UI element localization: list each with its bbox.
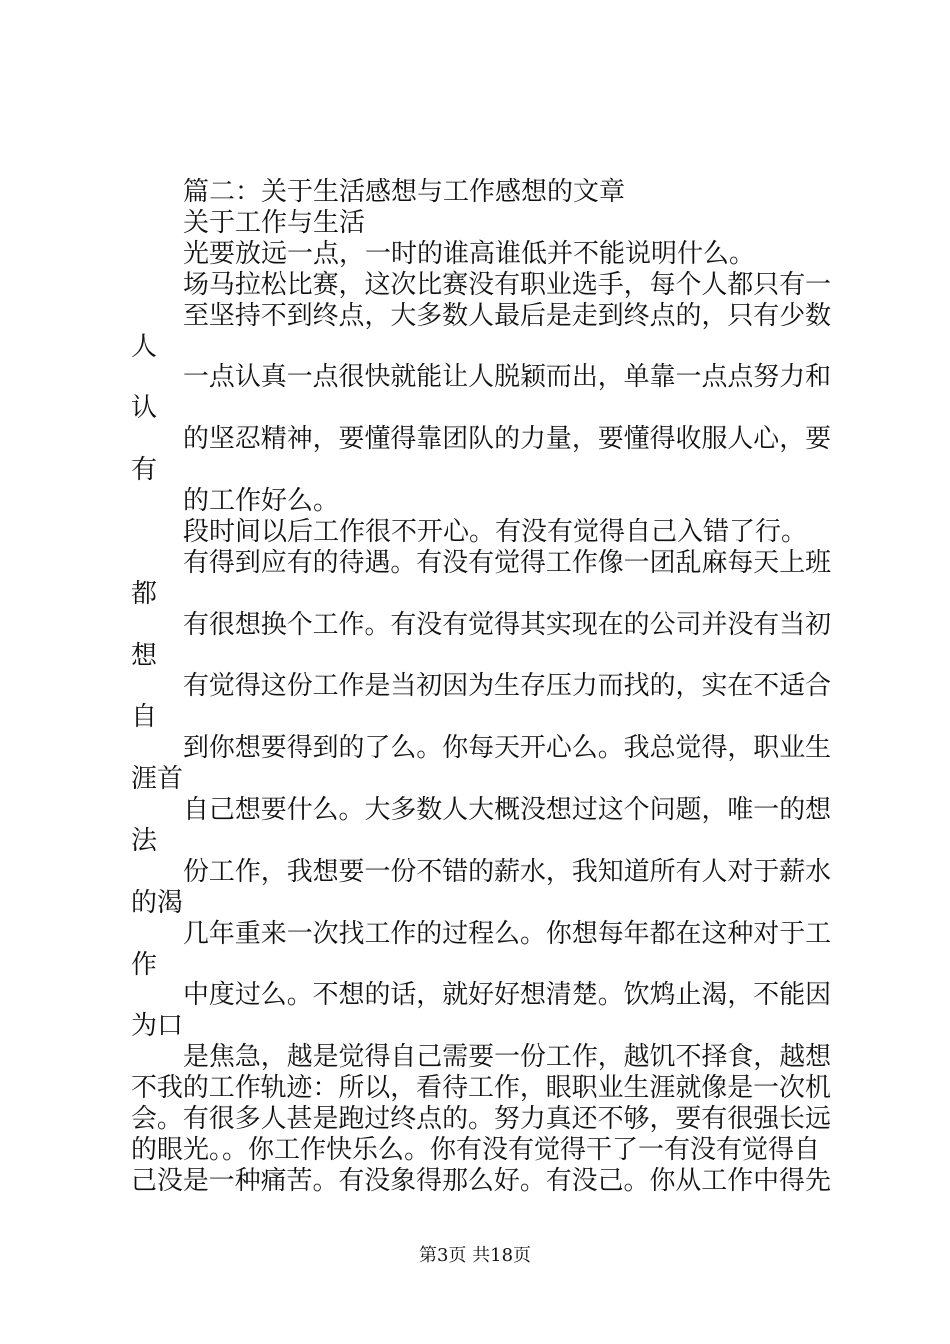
paragraph-line: 有很想换个工作。有没有觉得其实现在的公司并没有当初 <box>183 610 832 640</box>
paragraph-line: 想 <box>131 641 158 671</box>
paragraph-line: 都 <box>131 579 158 609</box>
paragraph-line: 中度过么。不想的话，就好好想清楚。饮鸩止渴，不能因 <box>183 980 832 1010</box>
paragraph-line: 篇二：关于生活感想与工作感想的文章 <box>183 177 626 207</box>
page-footer: 第3页 共18页 <box>418 1245 532 1266</box>
paragraph-line: 涯首 <box>131 764 184 794</box>
paragraph-line: 的坚忍精神，要懂得靠团队的力量，要懂得收服人心，要 <box>183 424 832 454</box>
paragraph-line: 至坚持不到终点，大多数人最后是走到终点的，只有少数 <box>183 301 832 331</box>
paragraph-line: 的眼光。。你工作快乐么。你有没有觉得干了一有没有觉得自 <box>131 1135 821 1165</box>
paragraph-line: 一点认真一点很快就能让人脱颖而出，单靠一点点努力和 <box>183 362 832 392</box>
paragraph-line: 不我的工作轨迹：所以，看待工作，眼职业生涯就像是一次机 <box>131 1073 831 1103</box>
paragraph-line: 份工作，我想要一份不错的薪水，我知道所有人对于薪水 <box>183 857 832 887</box>
paragraph-line: 自己想要什么。大多数人大概没想过这个问题，唯一的想 <box>183 795 832 825</box>
paragraph-line: 有 <box>131 455 158 485</box>
paragraph-line: 的渴 <box>131 888 184 918</box>
paragraph-line: 场马拉松比赛，这次比赛没有职业选手，每个人都只有一 <box>183 270 832 300</box>
paragraph-line: 光要放远一点，一时的谁高谁低并不能说明什么。 <box>183 239 756 269</box>
paragraph-line: 己没是一种痛苦。有没象得那么好。有没己。你从工作中得先 <box>131 1166 831 1196</box>
paragraph-line: 的工作好么。 <box>183 486 340 516</box>
paragraph-line: 几年重来一次找工作的过程么。你想每年都在这种对于工 <box>183 919 832 949</box>
paragraph-line: 认 <box>131 393 158 423</box>
paragraph-line: 关于工作与生活 <box>183 208 366 238</box>
paragraph-line: 是焦急，越是觉得自己需要一份工作，越饥不择食，越想 <box>183 1042 832 1072</box>
paragraph-line: 会。有很多人甚是跑过终点的。努力真还不够，要有很强长远 <box>131 1104 831 1134</box>
paragraph-line: 人 <box>131 332 158 362</box>
paragraph-line: 有觉得这份工作是当初因为生存压力而找的，实在不适合 <box>183 671 832 701</box>
paragraph-line: 法 <box>131 826 158 856</box>
paragraph-line: 到你想要得到的了么。你每天开心么。我总觉得，职业生 <box>183 733 832 763</box>
paragraph-line: 有得到应有的待遇。有没有觉得工作像一团乱麻每天上班 <box>183 548 832 578</box>
paragraph-line: 段时间以后工作很不开心。有没有觉得自己入错了行。 <box>183 517 808 547</box>
paragraph-line: 为口 <box>131 1011 184 1041</box>
paragraph-line: 作 <box>131 950 158 980</box>
paragraph-line: 自 <box>131 702 158 732</box>
